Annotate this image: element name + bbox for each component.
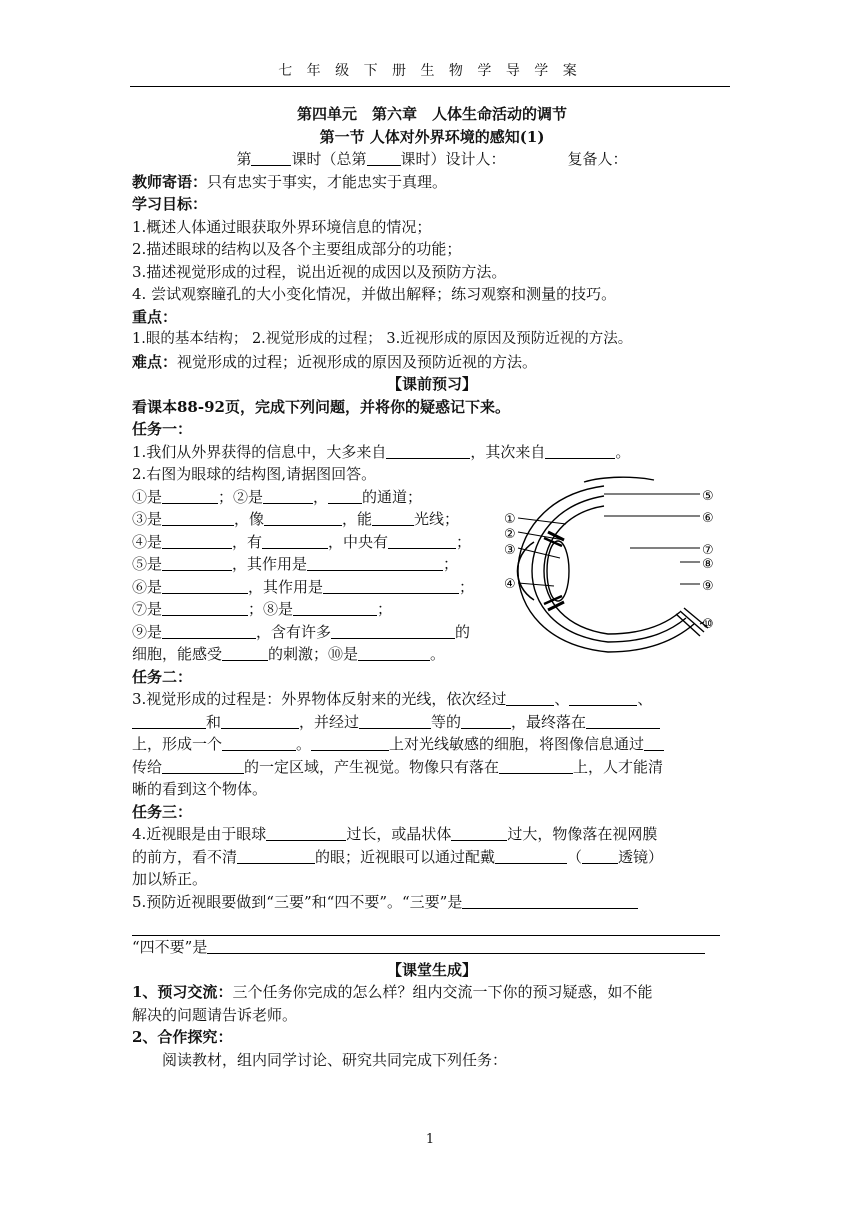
- q-text: ，并经过: [299, 712, 360, 731]
- q-text: ，含有许多: [256, 622, 332, 641]
- q-text: ；: [456, 532, 472, 551]
- class-item-1: [132, 981, 732, 1004]
- answer-blank[interactable]: [222, 645, 268, 661]
- answer-blank[interactable]: [222, 735, 296, 751]
- q-text: ⑦是: [132, 600, 163, 618]
- answer-blank[interactable]: [237, 848, 315, 864]
- answer-blank[interactable]: [293, 600, 377, 616]
- task2-line: 晰的看到这个物体。: [132, 780, 268, 798]
- q-text: ④是: [132, 532, 163, 551]
- task3-line: [132, 891, 732, 914]
- answer-blank[interactable]: [358, 645, 430, 661]
- item-label: 1、预习交流：: [132, 983, 233, 1001]
- answer-blank[interactable]: [162, 623, 256, 639]
- q-text: 、: [637, 690, 653, 708]
- diagram-label-1: ①: [504, 512, 516, 527]
- task1-q2: 2.右图为眼球的结构图,请据图回答。: [132, 465, 377, 483]
- retina-outline: [544, 506, 680, 634]
- answer-blank[interactable]: [499, 758, 573, 774]
- answer-blank[interactable]: [386, 443, 470, 459]
- answer-blank[interactable]: [506, 690, 554, 706]
- q-text: 光线；: [414, 510, 460, 528]
- q-text: 和: [206, 712, 222, 731]
- q-text: ⑤是: [132, 555, 163, 573]
- q-text: “四不要”是: [132, 938, 208, 956]
- answer-blank[interactable]: [328, 488, 362, 504]
- diagram-label-6: ⑥: [702, 511, 714, 526]
- q-text: 细胞，能感受: [132, 645, 223, 663]
- goal-item: 4. 尝试观察瞳孔的大小变化情况，并做出解释；练习观察和测量的技巧。: [132, 285, 617, 303]
- q-text: 的前方，看不清: [132, 847, 238, 866]
- task1-label: 任务一：: [132, 420, 193, 438]
- diagram-questions: [132, 486, 502, 666]
- choroid-outline: [532, 496, 686, 642]
- diagram-line: [132, 531, 502, 554]
- q-text: ③是: [132, 510, 163, 528]
- answer-blank[interactable]: [582, 848, 618, 864]
- meta-text: 课时（总第: [291, 150, 367, 168]
- q-text: 。: [296, 735, 312, 753]
- q-text: ，其作用是: [248, 577, 324, 596]
- teacher-motto: [132, 171, 732, 194]
- goal-item: 3.描述视觉形成的过程，说出近视的成因以及预防方法。: [132, 262, 507, 281]
- goals-label: 学习目标：: [132, 195, 208, 213]
- diagram-label-4: ④: [504, 577, 516, 592]
- answer-blank[interactable]: [162, 578, 248, 594]
- section-title: 第一节 人体对外界环境的感知(1): [319, 127, 545, 146]
- answer-line[interactable]: [132, 913, 720, 936]
- diagram-label-2: ②: [504, 527, 516, 542]
- q-text: ，有: [232, 532, 263, 551]
- eyeball-structure-diagram: [504, 476, 726, 656]
- item-text: 三个任务你完成的怎么样？组内交流一下你的预习疑惑，如不能: [232, 983, 653, 1001]
- diagram-line: [132, 598, 502, 621]
- motto-label: 教师寄语：: [132, 172, 208, 191]
- q-text: 过大，物像落在视网膜: [507, 825, 658, 843]
- diagram-label-3: ③: [504, 543, 516, 558]
- lesson-blank[interactable]: [251, 150, 291, 166]
- task2-line: [132, 733, 732, 756]
- answer-blank[interactable]: [462, 893, 638, 909]
- q-text: 的一定区域，产生视觉。物像只有落在: [244, 757, 500, 776]
- diagram-label-10: ⑩: [702, 617, 714, 632]
- answer-blank[interactable]: [388, 533, 456, 549]
- diagram-label-5: ⑤: [702, 489, 714, 504]
- diagram-label-7: ⑦: [702, 543, 714, 558]
- diagram-line: [132, 486, 502, 509]
- header-rule: [130, 86, 730, 87]
- q-text: ；②是: [218, 487, 264, 506]
- total-lesson-blank[interactable]: [367, 150, 401, 166]
- answer-blank[interactable]: [207, 938, 705, 954]
- q-text: 、: [554, 690, 570, 708]
- q-text: ，中央有: [328, 532, 389, 551]
- q-text: 。: [430, 645, 446, 663]
- q-text: ；: [443, 555, 459, 573]
- q-text: 等的: [431, 712, 462, 731]
- answer-blank[interactable]: [586, 713, 660, 729]
- answer-blank[interactable]: [264, 510, 342, 526]
- lens: [547, 541, 569, 601]
- answer-blank[interactable]: [495, 848, 567, 864]
- q-text: ①是: [132, 487, 163, 506]
- answer-blank[interactable]: [569, 690, 637, 706]
- answer-blank[interactable]: [162, 533, 232, 549]
- answer-blank[interactable]: [162, 600, 248, 616]
- diagram-line: [132, 576, 502, 599]
- page-header: 七 年 级 下 册 生 物 学 导 学 案: [278, 63, 582, 79]
- q-text: 1.我们从外界获得的信息中，大多来自: [132, 442, 387, 461]
- preview-instruction: 看课本88-92页，完成下列问题，并将你的疑惑记下来。: [132, 397, 510, 416]
- preview-heading: 【课前预习】: [386, 375, 477, 393]
- diagram-line: [132, 553, 502, 576]
- difficult-label: 难点：: [132, 352, 178, 371]
- answer-blank[interactable]: [307, 555, 443, 571]
- motto-text: 只有忠实于事实，才能忠实于真理。: [207, 172, 448, 191]
- answer-blank[interactable]: [162, 510, 234, 526]
- goal-item: 2.描述眼球的结构以及各个主要组成部分的功能；: [132, 240, 462, 258]
- q-text: ，像: [234, 510, 265, 528]
- page-number: 1: [425, 1132, 435, 1147]
- answer-blank[interactable]: [461, 713, 511, 729]
- class-item-2-text: 阅读教材，组内同学讨论、研究共同完成下列任务：: [162, 1050, 508, 1069]
- q-text: ，最终落在: [511, 712, 587, 731]
- answer-blank[interactable]: [162, 758, 244, 774]
- answer-blank[interactable]: [644, 735, 664, 751]
- q-text: 3.视觉形成的过程是：外界物体反射来的光线，依次经过: [132, 690, 507, 708]
- diagram-line: [132, 508, 502, 531]
- q-text: （: [567, 847, 583, 866]
- q-text: ⑥是: [132, 577, 163, 596]
- key-points-text: 1.眼的基本结构； 2.视觉形成的过程； 3.近视形成的原因及预防近视的方法。: [132, 331, 633, 347]
- q-text: ，: [313, 487, 329, 506]
- q-text: 的: [455, 622, 471, 641]
- q-text: 5.预防近视眼要做到“三要”和“四不要”。“三要”是: [132, 892, 463, 911]
- diagram-line: [132, 621, 502, 644]
- q-text: ，其作用是: [232, 555, 308, 573]
- class-heading: 【课堂生成】: [386, 960, 477, 979]
- task3-line: [132, 846, 732, 869]
- q-text: ，其次来自: [470, 442, 546, 461]
- q-text: ；: [377, 600, 393, 618]
- task3-label: 任务三：: [132, 802, 193, 821]
- q-text: 过长，或晶状体: [346, 825, 452, 843]
- task2-line: [132, 756, 732, 779]
- answer-blank[interactable]: [262, 533, 328, 549]
- diagram-label-9: ⑨: [702, 579, 714, 594]
- answer-blank[interactable]: [266, 825, 346, 841]
- q-text: 的刺激；⑩是: [268, 645, 359, 663]
- goal-item: 1.概述人体通过眼获取外界环境信息的情况；: [132, 217, 432, 236]
- meta-text: 第: [236, 150, 252, 168]
- difficult-points: [132, 351, 732, 374]
- answer-blank[interactable]: [263, 488, 313, 504]
- diagram-line: [132, 643, 502, 666]
- q-text: 的眼；近视眼可以通过配戴: [315, 847, 496, 866]
- class-item-1-cont: 解决的问题请告诉老师。: [132, 1005, 298, 1024]
- answer-blank[interactable]: [451, 825, 507, 841]
- unit-title: 第四单元 第六章 人体生命活动的调节: [296, 105, 567, 123]
- class-item-2-label: 2、合作探究：: [132, 1028, 233, 1046]
- answer-blank[interactable]: [372, 510, 414, 526]
- diagram-label-8: ⑧: [702, 557, 714, 572]
- q-text: 。: [615, 442, 631, 461]
- task2-line: [132, 688, 732, 711]
- difficult-text: 视觉形成的过程；近视形成的原因及预防近视的方法。: [177, 352, 538, 371]
- task2-label: 任务二：: [132, 667, 193, 686]
- task3-line: [132, 936, 732, 959]
- q-text: ；⑧是: [248, 600, 294, 618]
- answer-blank[interactable]: [221, 713, 299, 729]
- q-text: ；: [459, 577, 475, 596]
- q-text: 上，形成一个: [132, 735, 223, 753]
- q-text: ⑨是: [132, 622, 163, 641]
- q-text: 上对光线敏感的细胞，将图像信息通过: [389, 735, 645, 753]
- answer-blank[interactable]: [331, 623, 455, 639]
- task2-line: [132, 711, 732, 734]
- meta-text: 课时）设计人：: [400, 150, 506, 168]
- lesson-meta: [132, 148, 732, 171]
- q-text: 上，人才能清: [573, 757, 664, 776]
- answer-blank[interactable]: [162, 488, 218, 504]
- key-points-label: 重点：: [132, 307, 178, 326]
- task1-q1: [132, 441, 732, 464]
- q-text: 的通道；: [362, 487, 423, 506]
- q-text: ，能: [342, 510, 373, 528]
- task3-line: 加以矫正。: [132, 870, 208, 888]
- answer-blank[interactable]: [162, 555, 232, 571]
- task3-line: [132, 823, 732, 846]
- answer-blank[interactable]: [311, 735, 389, 751]
- q-text: 透镜）: [618, 847, 664, 866]
- q-text: 4.近视眼是由于眼球: [132, 825, 267, 843]
- q-text: 传给: [132, 757, 163, 776]
- answer-blank[interactable]: [323, 578, 459, 594]
- answer-blank[interactable]: [132, 713, 206, 729]
- answer-blank[interactable]: [359, 713, 431, 729]
- meta-text: 复备人：: [567, 150, 628, 168]
- answer-blank[interactable]: [545, 443, 615, 459]
- eyelid-top: [584, 477, 654, 482]
